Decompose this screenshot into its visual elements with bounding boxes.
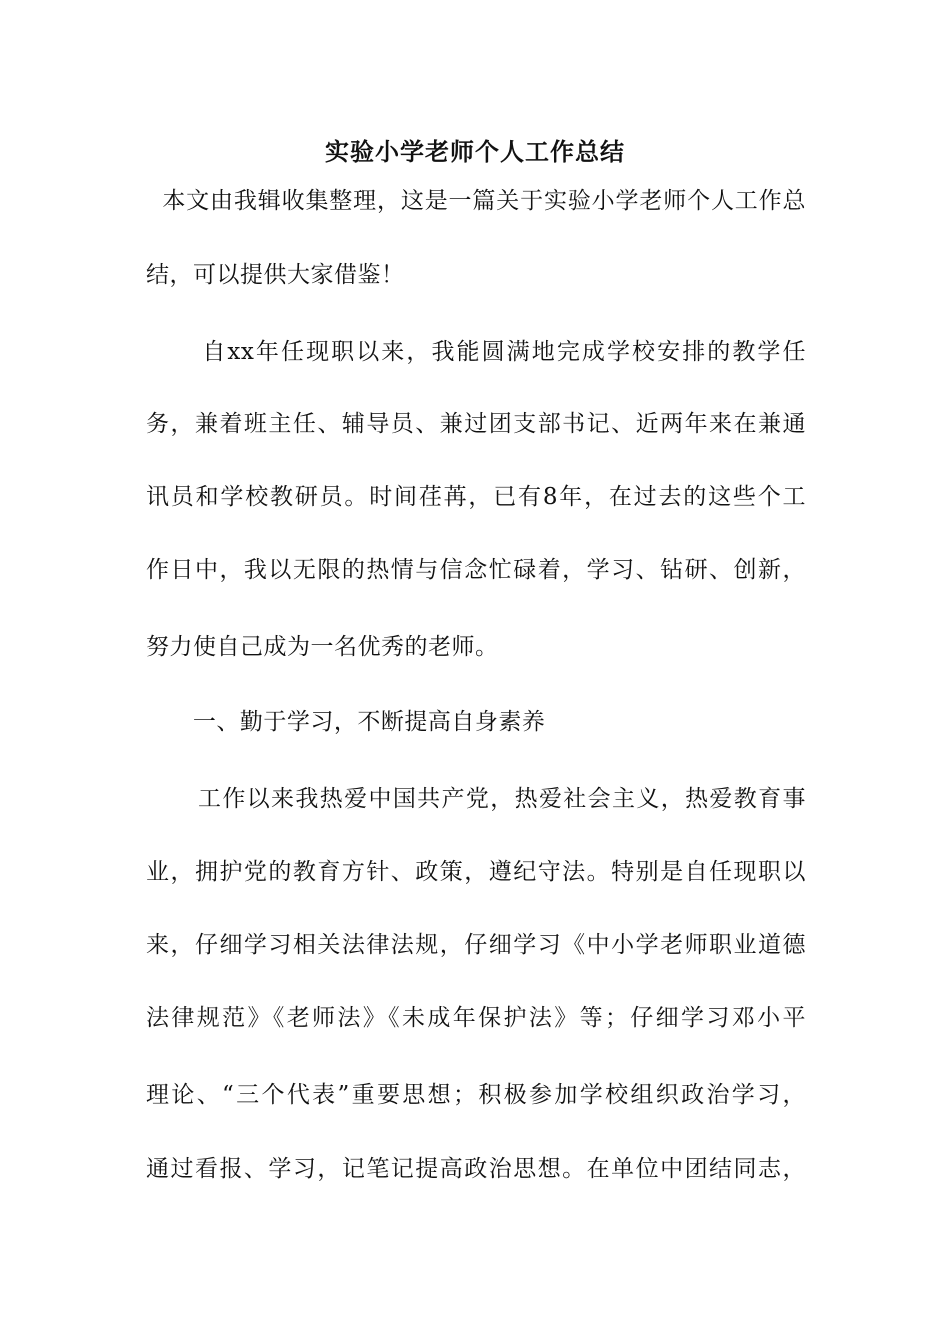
paragraph-line: 本文由我辑收集整理，这是一篇关于实验小学老师个人工作总 [146,188,806,214]
paragraph-line: 理论、“三个代表”重要思想；积极参加学校组织政治学习， [146,1082,806,1108]
paragraph-line: 努力使自己成为一名优秀的老师。 [146,634,499,660]
paragraph-line: 作日中，我以无限的热情与信念忙碌着，学习、钻研、创新， [146,557,806,583]
paragraph-line: 务，兼着班主任、辅导员、兼过团支部书记、近两年来在兼通 [146,411,806,437]
paragraph-line: 结，可以提供大家借鉴！ [146,262,405,288]
paragraph-line: 工作以来我热爱中国共产党，热爱社会主义，热爱教育事 [146,786,806,812]
paragraph-line: 业，拥护党的教育方针、政策，遵纪守法。特别是自任现职以 [146,859,806,885]
paragraph-line: 法律规范》《老师法》《未成年保护法》等；仔细学习邓小平 [146,1005,806,1031]
section-heading: 一、勤于学习，不断提高自身素养 [146,709,546,735]
paragraph-line: 来，仔细学习相关法律法规，仔细学习《中小学老师职业道德 [146,932,806,958]
paragraph-line: 讯员和学校教研员。时间荏苒，已有8年，在过去的这些个工 [146,484,806,510]
paragraph-line: 通过看报、学习，记笔记提高政治思想。在单位中团结同志， [146,1156,806,1182]
paragraph-line: 自xx年任现职以来，我能圆满地完成学校安排的教学任 [146,339,806,365]
document-title: 实验小学老师个人工作总结 [325,137,625,166]
